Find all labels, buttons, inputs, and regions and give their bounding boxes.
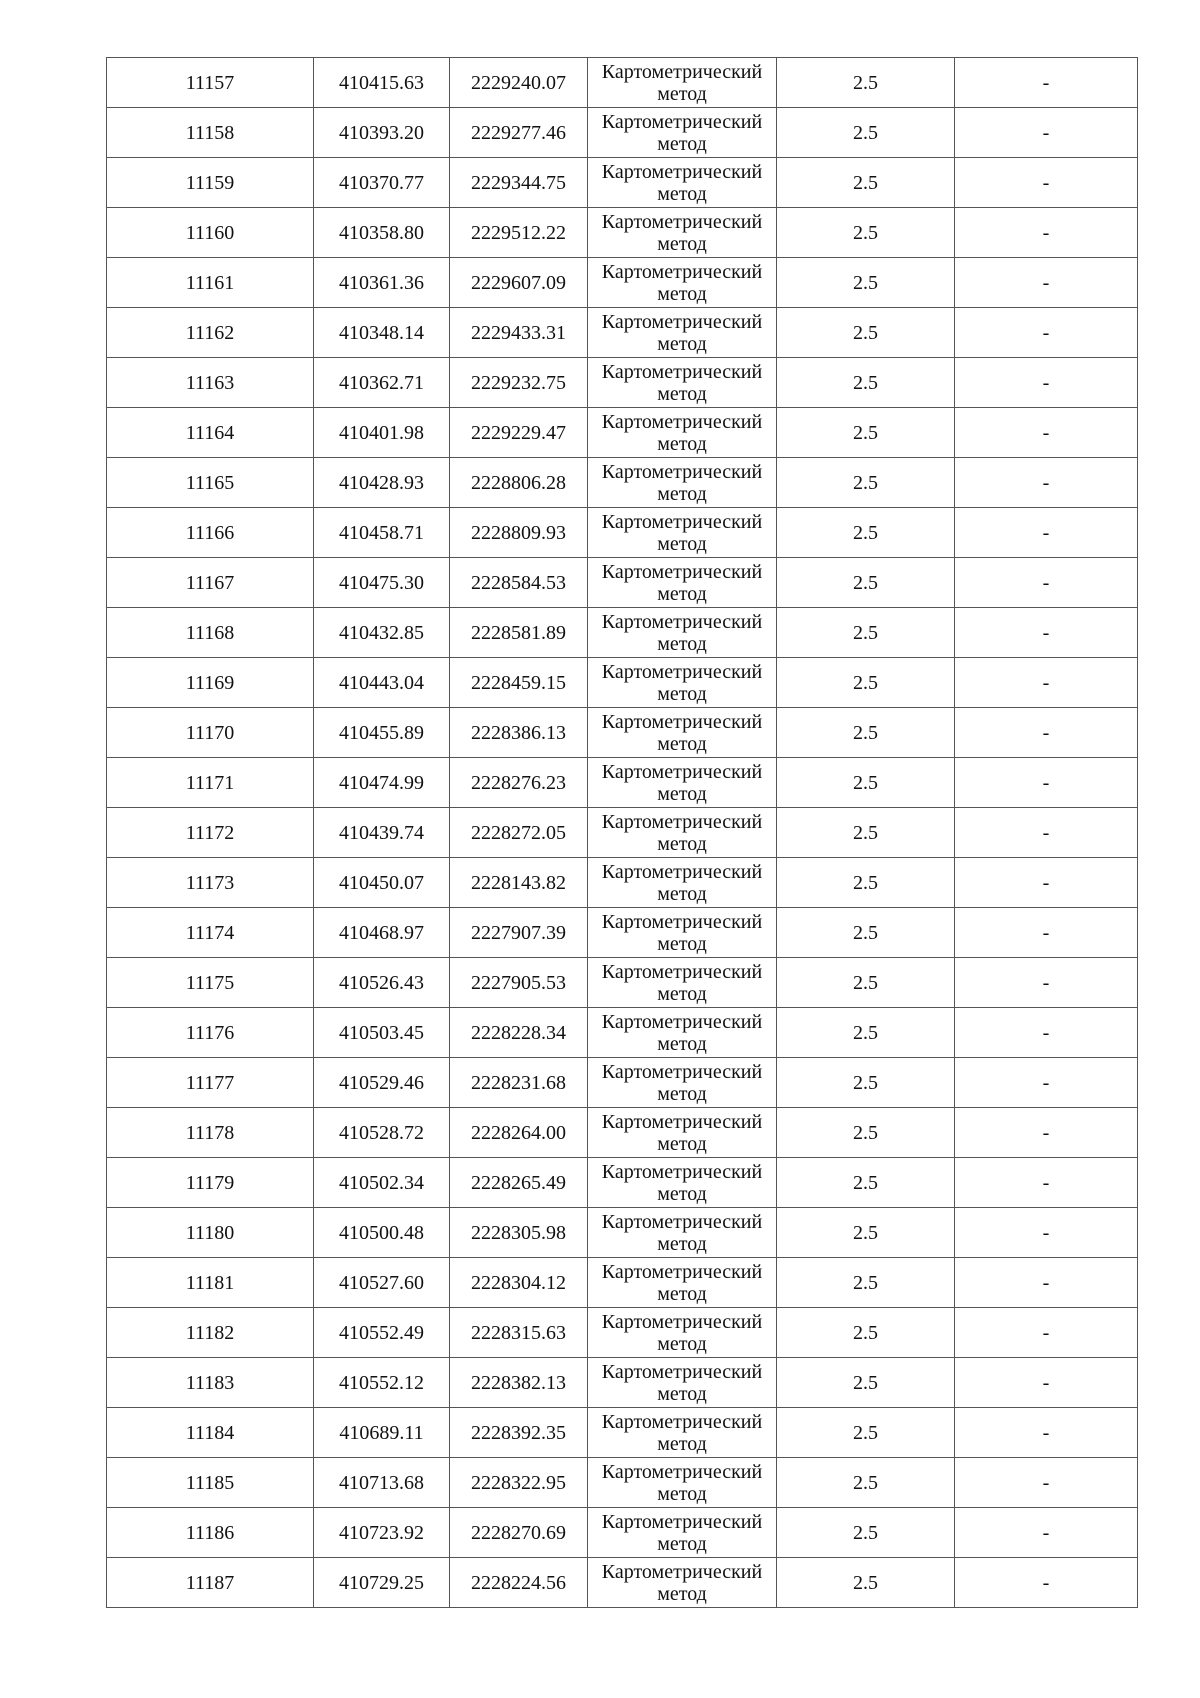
note-cell: - <box>955 258 1138 308</box>
method-text-line2: метод <box>657 1482 707 1505</box>
point-number-cell: 11176 <box>107 1008 314 1058</box>
note-cell: - <box>955 208 1138 258</box>
note-cell: - <box>955 158 1138 208</box>
point-number-cell: 11179 <box>107 1158 314 1208</box>
accuracy-cell: 2.5 <box>777 808 955 858</box>
note-cell: - <box>955 1158 1138 1208</box>
method-text-line2: метод <box>657 1132 707 1155</box>
method-text-line2: метод <box>657 1582 707 1605</box>
y-coordinate-cell: 2228231.68 <box>450 1058 588 1108</box>
method-text-line2: метод <box>657 132 707 155</box>
method-text-line2: метод <box>657 1032 707 1055</box>
coordinates-table-body <box>107 58 1138 1608</box>
table-row <box>107 58 1138 108</box>
table-row <box>107 1008 1138 1058</box>
method-cell <box>588 1358 777 1408</box>
y-coordinate-cell: 2228392.35 <box>450 1408 588 1458</box>
y-coordinate-cell: 2228584.53 <box>450 558 588 608</box>
point-number-cell: 11185 <box>107 1458 314 1508</box>
accuracy-cell: 2.5 <box>777 1358 955 1408</box>
x-coordinate-cell: 410450.07 <box>314 858 450 908</box>
method-text-line1: Картометрический <box>601 1410 763 1433</box>
method-cell <box>588 1408 777 1458</box>
method-text-line1: Картометрический <box>601 560 763 583</box>
accuracy-cell: 2.5 <box>777 1008 955 1058</box>
method-text-line1: Картометрический <box>601 910 763 933</box>
accuracy-cell: 2.5 <box>777 1558 955 1608</box>
method-text-line2: метод <box>657 1332 707 1355</box>
method-text-line1: Картометрический <box>601 210 763 233</box>
method-cell <box>588 58 777 108</box>
note-cell: - <box>955 1508 1138 1558</box>
accuracy-cell: 2.5 <box>777 758 955 808</box>
y-coordinate-cell: 2229232.75 <box>450 358 588 408</box>
method-cell <box>588 1308 777 1358</box>
method-cell <box>588 1508 777 1558</box>
point-number-cell: 11173 <box>107 858 314 908</box>
accuracy-cell: 2.5 <box>777 108 955 158</box>
note-cell: - <box>955 708 1138 758</box>
note-cell: - <box>955 558 1138 608</box>
x-coordinate-cell: 410393.20 <box>314 108 450 158</box>
y-coordinate-cell: 2228224.56 <box>450 1558 588 1608</box>
y-coordinate-cell: 2228304.12 <box>450 1258 588 1308</box>
note-cell: - <box>955 1358 1138 1408</box>
accuracy-cell: 2.5 <box>777 308 955 358</box>
point-number-cell: 11171 <box>107 758 314 808</box>
y-coordinate-cell: 2228265.49 <box>450 1158 588 1208</box>
x-coordinate-cell: 410348.14 <box>314 308 450 358</box>
table-row <box>107 408 1138 458</box>
note-cell: - <box>955 108 1138 158</box>
accuracy-cell: 2.5 <box>777 708 955 758</box>
point-number-cell: 11162 <box>107 308 314 358</box>
table-row <box>107 1258 1138 1308</box>
note-cell: - <box>955 1408 1138 1458</box>
point-number-cell: 11182 <box>107 1308 314 1358</box>
note-cell: - <box>955 508 1138 558</box>
method-text-line1: Картометрический <box>601 1210 763 1233</box>
x-coordinate-cell: 410475.30 <box>314 558 450 608</box>
x-coordinate-cell: 410528.72 <box>314 1108 450 1158</box>
accuracy-cell: 2.5 <box>777 1158 955 1208</box>
x-coordinate-cell: 410713.68 <box>314 1458 450 1508</box>
method-text-line1: Картометрический <box>601 1360 763 1383</box>
method-cell <box>588 1108 777 1158</box>
method-text-line2: метод <box>657 1082 707 1105</box>
x-coordinate-cell: 410428.93 <box>314 458 450 508</box>
method-text-line2: метод <box>657 432 707 455</box>
x-coordinate-cell: 410439.74 <box>314 808 450 858</box>
table-row <box>107 958 1138 1008</box>
point-number-cell: 11180 <box>107 1208 314 1258</box>
note-cell: - <box>955 1558 1138 1608</box>
table-row <box>107 1058 1138 1108</box>
table-row <box>107 1158 1138 1208</box>
accuracy-cell: 2.5 <box>777 158 955 208</box>
method-text-line1: Картометрический <box>601 610 763 633</box>
method-cell <box>588 558 777 608</box>
accuracy-cell: 2.5 <box>777 208 955 258</box>
method-text-line1: Картометрический <box>601 360 763 383</box>
method-cell <box>588 808 777 858</box>
method-cell <box>588 1258 777 1308</box>
point-number-cell: 11186 <box>107 1508 314 1558</box>
x-coordinate-cell: 410723.92 <box>314 1508 450 1558</box>
method-text-line1: Картометрический <box>601 160 763 183</box>
note-cell: - <box>955 958 1138 1008</box>
method-text-line1: Картометрический <box>601 110 763 133</box>
method-cell <box>588 358 777 408</box>
table-row <box>107 1208 1138 1258</box>
y-coordinate-cell: 2228272.05 <box>450 808 588 858</box>
method-cell <box>588 1458 777 1508</box>
method-text-line2: метод <box>657 732 707 755</box>
method-cell <box>588 508 777 558</box>
note-cell: - <box>955 408 1138 458</box>
table-row <box>107 1558 1138 1608</box>
x-coordinate-cell: 410362.71 <box>314 358 450 408</box>
method-text-line2: метод <box>657 682 707 705</box>
y-coordinate-cell: 2228264.00 <box>450 1108 588 1158</box>
method-text-line2: метод <box>657 1232 707 1255</box>
accuracy-cell: 2.5 <box>777 608 955 658</box>
x-coordinate-cell: 410415.63 <box>314 58 450 108</box>
x-coordinate-cell: 410358.80 <box>314 208 450 258</box>
method-text-line1: Картометрический <box>601 460 763 483</box>
x-coordinate-cell: 410370.77 <box>314 158 450 208</box>
y-coordinate-cell: 2228382.13 <box>450 1358 588 1408</box>
method-text-line1: Картометрический <box>601 810 763 833</box>
note-cell: - <box>955 658 1138 708</box>
accuracy-cell: 2.5 <box>777 658 955 708</box>
x-coordinate-cell: 410443.04 <box>314 658 450 708</box>
table-row <box>107 908 1138 958</box>
y-coordinate-cell: 2229512.22 <box>450 208 588 258</box>
y-coordinate-cell: 2229240.07 <box>450 58 588 108</box>
table-row <box>107 258 1138 308</box>
note-cell: - <box>955 758 1138 808</box>
method-cell <box>588 408 777 458</box>
accuracy-cell: 2.5 <box>777 458 955 508</box>
method-text-line2: метод <box>657 332 707 355</box>
x-coordinate-cell: 410401.98 <box>314 408 450 458</box>
y-coordinate-cell: 2228322.95 <box>450 1458 588 1508</box>
y-coordinate-cell: 2228581.89 <box>450 608 588 658</box>
point-number-cell: 11181 <box>107 1258 314 1308</box>
table-row <box>107 1508 1138 1558</box>
method-cell <box>588 1008 777 1058</box>
note-cell: - <box>955 1208 1138 1258</box>
accuracy-cell: 2.5 <box>777 1058 955 1108</box>
point-number-cell: 11183 <box>107 1358 314 1408</box>
method-text-line1: Картометрический <box>601 510 763 533</box>
note-cell: - <box>955 1108 1138 1158</box>
point-number-cell: 11174 <box>107 908 314 958</box>
y-coordinate-cell: 2228276.23 <box>450 758 588 808</box>
table-row <box>107 1358 1138 1408</box>
method-text-line2: метод <box>657 1532 707 1555</box>
point-number-cell: 11170 <box>107 708 314 758</box>
accuracy-cell: 2.5 <box>777 258 955 308</box>
accuracy-cell: 2.5 <box>777 358 955 408</box>
method-text-line2: метод <box>657 182 707 205</box>
method-text-line1: Картометрический <box>601 1260 763 1283</box>
y-coordinate-cell: 2228806.28 <box>450 458 588 508</box>
method-cell <box>588 158 777 208</box>
method-text-line2: метод <box>657 932 707 955</box>
accuracy-cell: 2.5 <box>777 1208 955 1258</box>
method-text-line2: метод <box>657 532 707 555</box>
method-text-line2: метод <box>657 382 707 405</box>
x-coordinate-cell: 410729.25 <box>314 1558 450 1608</box>
point-number-cell: 11187 <box>107 1558 314 1608</box>
x-coordinate-cell: 410502.34 <box>314 1158 450 1208</box>
y-coordinate-cell: 2228386.13 <box>450 708 588 758</box>
y-coordinate-cell: 2229433.31 <box>450 308 588 358</box>
table-row <box>107 658 1138 708</box>
method-cell <box>588 858 777 908</box>
method-cell <box>588 1158 777 1208</box>
point-number-cell: 11166 <box>107 508 314 558</box>
note-cell: - <box>955 1008 1138 1058</box>
point-number-cell: 11164 <box>107 408 314 458</box>
x-coordinate-cell: 410361.36 <box>314 258 450 308</box>
point-number-cell: 11159 <box>107 158 314 208</box>
method-text-line2: метод <box>657 1182 707 1205</box>
point-number-cell: 11172 <box>107 808 314 858</box>
accuracy-cell: 2.5 <box>777 558 955 608</box>
method-text-line2: метод <box>657 782 707 805</box>
method-text-line1: Картометрический <box>601 1160 763 1183</box>
method-text-line2: метод <box>657 582 707 605</box>
table-row <box>107 158 1138 208</box>
x-coordinate-cell: 410529.46 <box>314 1058 450 1108</box>
table-row <box>107 758 1138 808</box>
table-row <box>107 1308 1138 1358</box>
method-text-line1: Картометрический <box>601 60 763 83</box>
x-coordinate-cell: 410468.97 <box>314 908 450 958</box>
accuracy-cell: 2.5 <box>777 1308 955 1358</box>
accuracy-cell: 2.5 <box>777 1508 955 1558</box>
y-coordinate-cell: 2229277.46 <box>450 108 588 158</box>
accuracy-cell: 2.5 <box>777 1408 955 1458</box>
table-row <box>107 858 1138 908</box>
table-row <box>107 708 1138 758</box>
method-text-line1: Картометрический <box>601 660 763 683</box>
method-cell <box>588 208 777 258</box>
note-cell: - <box>955 1308 1138 1358</box>
point-number-cell: 11184 <box>107 1408 314 1458</box>
note-cell: - <box>955 1458 1138 1508</box>
method-text-line2: метод <box>657 632 707 655</box>
note-cell: - <box>955 458 1138 508</box>
accuracy-cell: 2.5 <box>777 1108 955 1158</box>
method-text-line1: Картометрический <box>601 1060 763 1083</box>
method-text-line2: метод <box>657 282 707 305</box>
table-row <box>107 608 1138 658</box>
x-coordinate-cell: 410689.11 <box>314 1408 450 1458</box>
method-cell <box>588 1208 777 1258</box>
method-cell <box>588 1058 777 1108</box>
method-text-line1: Картометрический <box>601 260 763 283</box>
method-cell <box>588 108 777 158</box>
x-coordinate-cell: 410432.85 <box>314 608 450 658</box>
method-cell <box>588 708 777 758</box>
method-text-line2: метод <box>657 82 707 105</box>
method-text-line1: Картометрический <box>601 760 763 783</box>
point-number-cell: 11158 <box>107 108 314 158</box>
x-coordinate-cell: 410552.49 <box>314 1308 450 1358</box>
x-coordinate-cell: 410455.89 <box>314 708 450 758</box>
note-cell: - <box>955 808 1138 858</box>
accuracy-cell: 2.5 <box>777 1258 955 1308</box>
point-number-cell: 11163 <box>107 358 314 408</box>
point-number-cell: 11157 <box>107 58 314 108</box>
method-text-line2: метод <box>657 232 707 255</box>
note-cell: - <box>955 58 1138 108</box>
accuracy-cell: 2.5 <box>777 908 955 958</box>
method-cell <box>588 258 777 308</box>
method-cell <box>588 758 777 808</box>
method-cell <box>588 1558 777 1608</box>
y-coordinate-cell: 2227905.53 <box>450 958 588 1008</box>
method-text-line1: Картометрический <box>601 860 763 883</box>
method-cell <box>588 458 777 508</box>
table-row <box>107 1108 1138 1158</box>
note-cell: - <box>955 358 1138 408</box>
method-cell <box>588 308 777 358</box>
point-number-cell: 11175 <box>107 958 314 1008</box>
method-cell <box>588 658 777 708</box>
y-coordinate-cell: 2229344.75 <box>450 158 588 208</box>
x-coordinate-cell: 410474.99 <box>314 758 450 808</box>
method-text-line1: Картометрический <box>601 1110 763 1133</box>
method-text-line1: Картометрический <box>601 710 763 733</box>
x-coordinate-cell: 410527.60 <box>314 1258 450 1308</box>
note-cell: - <box>955 1258 1138 1308</box>
y-coordinate-cell: 2228809.93 <box>450 508 588 558</box>
note-cell: - <box>955 858 1138 908</box>
x-coordinate-cell: 410500.48 <box>314 1208 450 1258</box>
table-row <box>107 458 1138 508</box>
table-row <box>107 808 1138 858</box>
y-coordinate-cell: 2228315.63 <box>450 1308 588 1358</box>
accuracy-cell: 2.5 <box>777 58 955 108</box>
accuracy-cell: 2.5 <box>777 408 955 458</box>
method-cell <box>588 908 777 958</box>
table-row <box>107 558 1138 608</box>
note-cell: - <box>955 308 1138 358</box>
table-row <box>107 1458 1138 1508</box>
point-number-cell: 11177 <box>107 1058 314 1108</box>
method-text-line1: Картометрический <box>601 1460 763 1483</box>
point-number-cell: 11169 <box>107 658 314 708</box>
method-text-line1: Картометрический <box>601 1010 763 1033</box>
point-number-cell: 11168 <box>107 608 314 658</box>
x-coordinate-cell: 410503.45 <box>314 1008 450 1058</box>
y-coordinate-cell: 2228228.34 <box>450 1008 588 1058</box>
method-text-line1: Картометрический <box>601 1310 763 1333</box>
point-number-cell: 11167 <box>107 558 314 608</box>
table-row <box>107 108 1138 158</box>
method-text-line2: метод <box>657 1282 707 1305</box>
table-row <box>107 358 1138 408</box>
method-text-line2: метод <box>657 1382 707 1405</box>
method-text-line2: метод <box>657 482 707 505</box>
x-coordinate-cell: 410458.71 <box>314 508 450 558</box>
table-row <box>107 1408 1138 1458</box>
method-text-line1: Картометрический <box>601 410 763 433</box>
y-coordinate-cell: 2229229.47 <box>450 408 588 458</box>
table-row <box>107 308 1138 358</box>
note-cell: - <box>955 908 1138 958</box>
point-number-cell: 11161 <box>107 258 314 308</box>
note-cell: - <box>955 608 1138 658</box>
method-text-line2: метод <box>657 982 707 1005</box>
accuracy-cell: 2.5 <box>777 1458 955 1508</box>
y-coordinate-cell: 2229607.09 <box>450 258 588 308</box>
method-cell <box>588 958 777 1008</box>
method-text-line1: Картометрический <box>601 960 763 983</box>
point-number-cell: 11165 <box>107 458 314 508</box>
method-text-line2: метод <box>657 1432 707 1455</box>
x-coordinate-cell: 410526.43 <box>314 958 450 1008</box>
method-text-line1: Картометрический <box>601 310 763 333</box>
coordinates-table <box>106 57 1138 1608</box>
method-text-line2: метод <box>657 882 707 905</box>
y-coordinate-cell: 2228270.69 <box>450 1508 588 1558</box>
table-row <box>107 508 1138 558</box>
table-row <box>107 208 1138 258</box>
y-coordinate-cell: 2228143.82 <box>450 858 588 908</box>
x-coordinate-cell: 410552.12 <box>314 1358 450 1408</box>
method-text-line1: Картометрический <box>601 1510 763 1533</box>
y-coordinate-cell: 2228305.98 <box>450 1208 588 1258</box>
accuracy-cell: 2.5 <box>777 858 955 908</box>
point-number-cell: 11160 <box>107 208 314 258</box>
note-cell: - <box>955 1058 1138 1108</box>
method-text-line2: метод <box>657 832 707 855</box>
y-coordinate-cell: 2227907.39 <box>450 908 588 958</box>
accuracy-cell: 2.5 <box>777 958 955 1008</box>
method-cell <box>588 608 777 658</box>
y-coordinate-cell: 2228459.15 <box>450 658 588 708</box>
accuracy-cell: 2.5 <box>777 508 955 558</box>
method-text-line1: Картометрический <box>601 1560 763 1583</box>
point-number-cell: 11178 <box>107 1108 314 1158</box>
